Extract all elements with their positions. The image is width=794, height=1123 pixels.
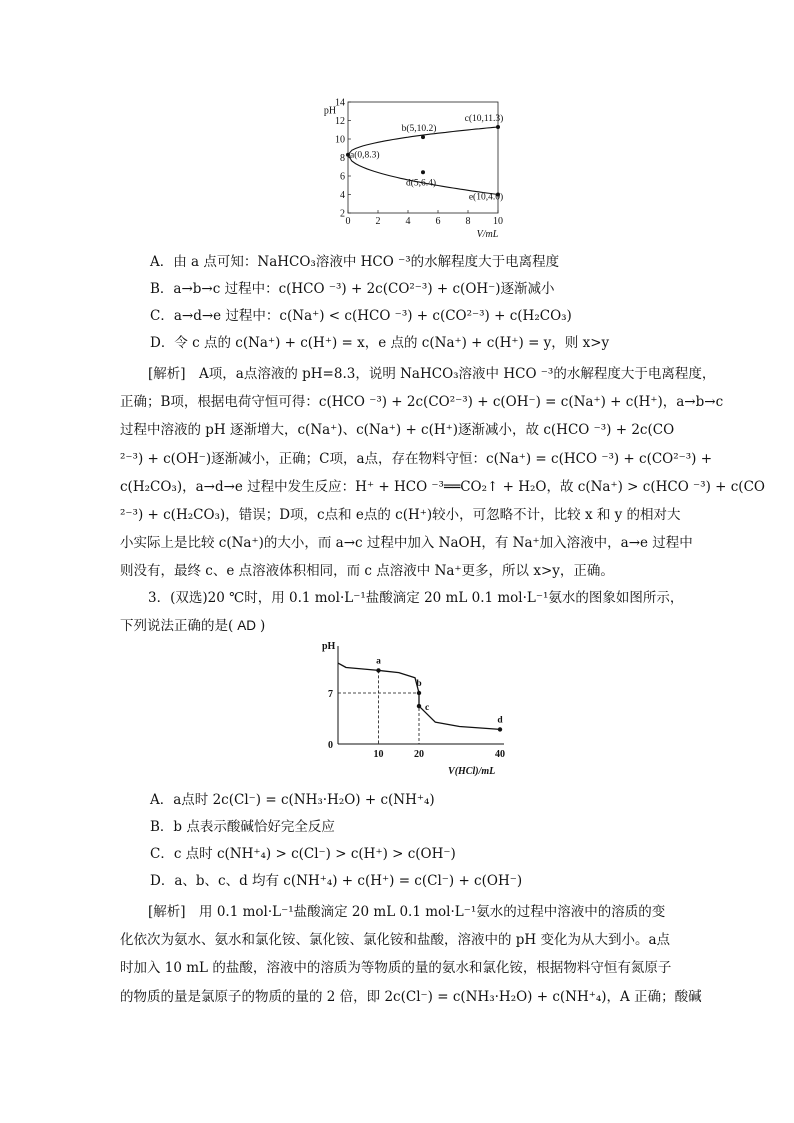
data-point-label: a	[376, 656, 381, 667]
ph-chart-1-svg	[300, 92, 510, 252]
q3-stem-suffix: )	[260, 618, 266, 635]
q3-option-d: D．a、b、c、d 均有 c(NH⁺₄) + c(H⁺) = c(Cl⁻) + c(OH⁻)	[150, 873, 523, 889]
data-point-label: a(0,8.3)	[350, 150, 380, 161]
data-point-label: d	[497, 715, 503, 726]
data-point	[496, 125, 500, 129]
data-point-label: d(5,6.4)	[405, 178, 437, 189]
q2-analysis-line: 过程中溶液的 pH 逐渐增大，c(Na⁺)、c(Na⁺) + c(H⁺)逐渐减小，故 c(HCO ⁻³) + 2c(CO	[120, 422, 675, 439]
q2-option-b: B．a→b→c 过程中：c(HCO ⁻³) + 2c(CO²⁻³) + c(OH⁻)逐渐减小	[150, 281, 555, 297]
q2-analysis-line: [解析] A项，a点溶液的 pH=8.3，说明 NaHCO₃溶液中 HCO ⁻³的水解程度大于电离程度，	[148, 366, 716, 382]
q3-analysis	[120, 898, 702, 1011]
data-point	[421, 135, 425, 139]
data-point-label: c	[425, 703, 430, 714]
q3-stem-line: 3．(双选)20 ℃时，用 0.1 mol·L⁻¹盐酸滴定 20 mL 0.1 mol·L⁻¹氨水的图象如图所示，	[148, 590, 684, 606]
data-point	[417, 691, 421, 695]
q3-option-c: C．c 点时 c(NH⁺₄) > c(Cl⁻) > c(H⁺) > c(OH⁻)	[150, 846, 456, 862]
y-tick-label: 8	[340, 153, 345, 164]
data-point-label: b(5,10.2)	[401, 124, 437, 135]
x-tick-label: 20	[414, 749, 424, 760]
x-axis-label: V(HCl)/mL	[448, 766, 496, 777]
y-tick-label: 7	[328, 689, 333, 700]
data-point	[498, 727, 502, 731]
q2-analysis-line: 则没有，最终 c、e 点溶液体积相同，而 c 点溶液中 Na⁺更多，所以 x>y，正确。	[120, 563, 614, 580]
ph-chart-1	[300, 92, 510, 252]
q3-analysis-line: 的物质的量是氯原子的物质的量的 2 倍，即 2c(Cl⁻) = c(NH₃·H₂O) + c(NH⁺₄)，A 正确；酸碱	[120, 988, 702, 1005]
q3-answer: AD	[237, 618, 257, 634]
q2-option-a: A．由 a 点可知：NaHCO₃溶液中 HCO ⁻³的水解程度大于电离程度	[150, 254, 560, 270]
q2-analysis-line: ²⁻³) + c(H₂CO₃)，错误；D项，c点和 e点的 c(H⁺)较小，可忽略不计，比较 x 和 y 的相对大	[120, 507, 681, 524]
y-tick-label: 4	[340, 190, 345, 201]
y-axis-label: pH	[323, 105, 337, 117]
x-tick-label: 0	[345, 216, 351, 227]
data-point	[417, 704, 421, 708]
x-tick-label: 2	[375, 216, 381, 227]
q3-stem	[120, 584, 684, 640]
q2-analysis-line: 正确；B项，根据电荷守恒可得：c(HCO ⁻³) + 2c(CO²⁻³) + c(OH⁻) = c(Na⁺) + c(H⁺)，a→b→c	[120, 394, 724, 411]
q2-option-c: C．a→d→e 过程中：c(Na⁺) < c(HCO ⁻³) + c(CO²⁻³) + c(H₂CO₃)	[150, 308, 572, 324]
q3-analysis-line: 时加入 10 mL 的盐酸，溶液中的溶质为等物质的量的氨水和氯化铵，根据物料守恒有氮原子	[120, 960, 672, 977]
x-tick-label: 40	[495, 749, 505, 760]
data-point	[376, 668, 380, 672]
y-tick-label: 14	[335, 97, 345, 109]
q2-option-d: D．令 c 点的 c(Na⁺) + c(H⁺) = x，e 点的 c(Na⁺) + c(H⁺) = y，则 x>y	[150, 335, 610, 351]
q3-stem-prefix: 下列说法正确的是(	[120, 618, 234, 635]
y-axis-label: pH	[322, 641, 336, 652]
y-tick-label: 12	[335, 116, 345, 127]
x-tick-label: 10	[373, 749, 384, 760]
x-tick-label: 8	[465, 216, 471, 227]
y-tick-label: 2	[340, 208, 345, 220]
x-tick-label: 10	[493, 216, 503, 227]
x-tick-label: 6	[435, 216, 441, 227]
q3-analysis-line: [解析] 用 0.1 mol·L⁻¹盐酸滴定 20 mL 0.1 mol·L⁻¹氨水的过程中溶液中的溶质的变	[148, 904, 666, 920]
data-point	[421, 170, 425, 174]
x-tick-label: 4	[405, 216, 411, 227]
data-point-label: c(10,11.3)	[464, 113, 504, 124]
y-tick-label: 6	[340, 171, 345, 183]
q3-option-a: A．a点时 2c(Cl⁻) = c(NH₃·H₂O) + c(NH⁺₄)	[150, 792, 435, 808]
q3-analysis-line: 化依次为氨水、氨水和氯化铵、氯化铵、氯化铵和盐酸，溶液中的 pH 变化为从大到小。a点	[120, 932, 671, 949]
ph-chart-2-svg	[320, 636, 510, 778]
q2-analysis-line: c(H₂CO₃)，a→d→e 过程中发生反应：H⁺ + HCO ⁻³══CO₂↑ + H₂O，故 c(Na⁺) > c(HCO ⁻³) + c(CO	[120, 478, 765, 495]
origin-label: 0	[328, 740, 333, 751]
q2-analysis	[120, 360, 765, 586]
y-tick-label: 10	[335, 134, 345, 146]
q3-option-b: B．b 点表示酸碱恰好完全反应	[150, 819, 335, 835]
ph-chart-2	[320, 636, 510, 778]
q2-analysis-line: ²⁻³) + c(OH⁻)逐渐减小，正确；C项，a点，存在物料守恒：c(Na⁺) = c(HCO ⁻³) + c(CO²⁻³) +	[120, 450, 713, 467]
data-point-label: b	[416, 679, 422, 689]
data-point-label: e(10,4.0)	[468, 192, 504, 203]
q2-analysis-line: 小实际上是比较 c(Na⁺)的大小，而 a→c 过程中加入 NaOH，有 Na⁺加入溶液中，a→e 过程中	[120, 535, 693, 552]
x-axis-label: V/mL	[476, 229, 499, 240]
